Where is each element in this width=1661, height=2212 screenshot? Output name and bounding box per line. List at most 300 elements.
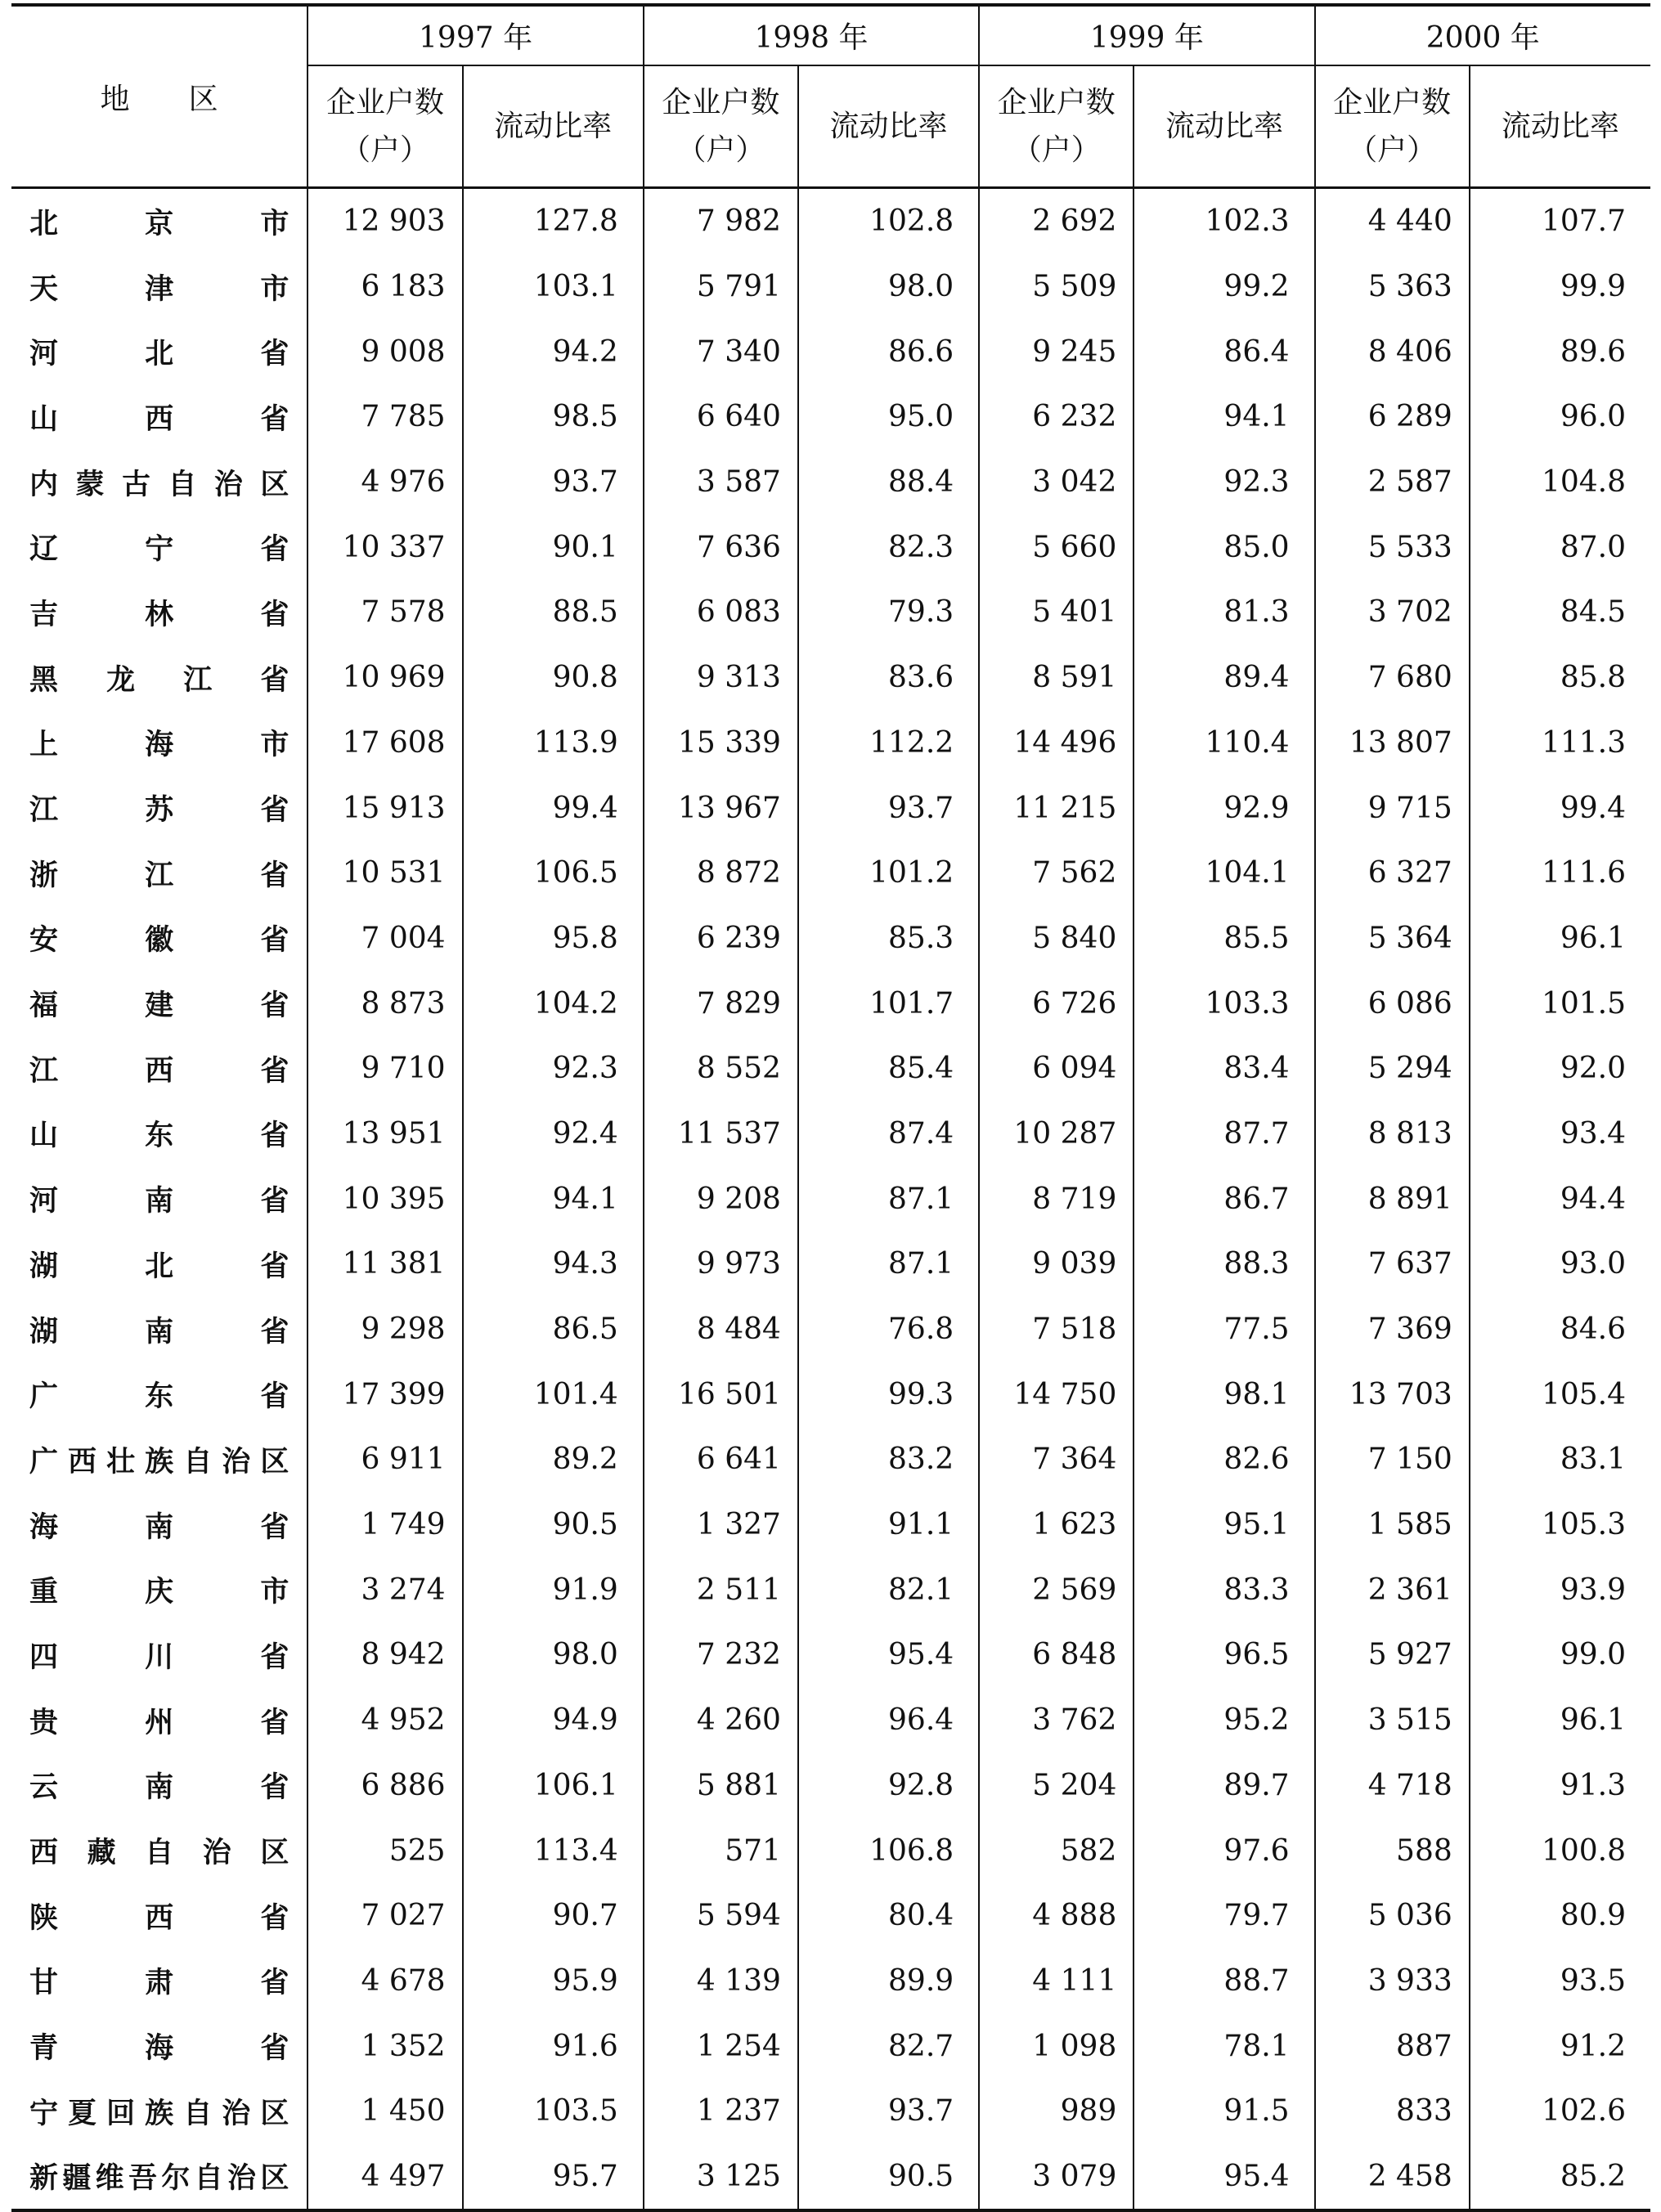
liquidity-ratio-cell: 88.7	[1134, 1949, 1314, 2014]
region-name	[11, 319, 308, 384]
liquidity-ratio-cell: 99.2	[1134, 254, 1314, 320]
liquidity-ratio-cell: 94.4	[1470, 1166, 1650, 1232]
region-label: 吉林省	[29, 598, 290, 631]
region-name	[11, 1688, 308, 1753]
liquidity-ratio-cell: 83.3	[1134, 1557, 1314, 1622]
liquidity-ratio-cell: 91.3	[1470, 1753, 1650, 1819]
region-label: 青海省	[29, 2032, 290, 2066]
table-row	[11, 319, 1650, 384]
liquidity-ratio-cell: 101.7	[798, 971, 979, 1036]
region-label: 西藏自治区	[29, 1837, 290, 1870]
liquidity-ratio-cell: 113.9	[463, 711, 644, 776]
region-label: 河南省	[29, 1185, 290, 1218]
enterprise-count-cell: 5 363	[1315, 254, 1470, 320]
region-label: 浙江省	[29, 859, 290, 892]
liquidity-ratio-cell: 101.2	[798, 841, 979, 906]
region-label: 甘肃省	[29, 1967, 290, 2000]
liquidity-ratio-cell: 78.1	[1134, 2013, 1314, 2079]
enterprise-count-cell: 7 150	[1315, 1427, 1470, 1492]
liquidity-ratio-cell: 86.7	[1134, 1166, 1314, 1232]
table-row	[11, 1427, 1650, 1492]
enterprise-count-cell: 5 533	[1315, 514, 1470, 580]
enterprise-count-cell: 5 509	[979, 254, 1134, 320]
enterprise-count-cell: 1 098	[979, 2013, 1134, 2079]
enterprise-count-cell: 13 807	[1315, 711, 1470, 776]
liquidity-ratio-cell: 86.4	[1134, 319, 1314, 384]
region-name	[11, 1427, 308, 1492]
liquidity-ratio-cell: 93.0	[1470, 1232, 1650, 1297]
liquidity-ratio-cell: 102.6	[1470, 2079, 1650, 2144]
liquidity-ratio-cell: 94.1	[463, 1166, 644, 1232]
liquidity-ratio-cell: 98.0	[798, 254, 979, 320]
liquidity-ratio-cell: 77.5	[1134, 1297, 1314, 1362]
liquidity-ratio-cell: 112.2	[798, 711, 979, 776]
region-label: 福建省	[29, 989, 290, 1023]
enterprise-count-cell: 4 952	[308, 1688, 462, 1753]
table-row	[11, 1232, 1650, 1297]
enterprise-count-cell: 9 208	[644, 1166, 798, 1232]
liquidity-ratio-cell: 104.8	[1470, 450, 1650, 515]
liquidity-ratio-cell: 88.3	[1134, 1232, 1314, 1297]
liquidity-ratio-cell: 99.0	[1470, 1622, 1650, 1688]
enterprise-count-cell: 1 254	[644, 2013, 798, 2079]
enterprise-count-cell: 5 791	[644, 254, 798, 320]
liquidity-ratio-cell: 93.7	[798, 2079, 979, 2144]
enterprise-count-cell: 5 294	[1315, 1036, 1470, 1102]
region-name	[11, 841, 308, 906]
enterprise-count-cell: 3 762	[979, 1688, 1134, 1753]
enterprise-count-cell: 7 340	[644, 319, 798, 384]
liquidity-ratio-cell: 93.7	[798, 775, 979, 841]
enterprise-count-cell: 8 719	[979, 1166, 1134, 1232]
enterprise-count-cell: 8 484	[644, 1297, 798, 1362]
enterprise-count-cell: 11 381	[308, 1232, 462, 1297]
liquidity-ratio-cell: 93.7	[463, 450, 644, 515]
enterprise-count-cell: 9 039	[979, 1232, 1134, 1297]
enterprise-count-cell: 10 395	[308, 1166, 462, 1232]
liquidity-ratio-cell: 76.8	[798, 1297, 979, 1362]
liquidity-ratio-cell: 97.6	[1134, 1818, 1314, 1883]
region-label: 上海市	[29, 729, 290, 762]
ratio-header: 流动比率	[1134, 65, 1314, 188]
region-name	[11, 1102, 308, 1167]
liquidity-ratio-cell: 92.3	[463, 1036, 644, 1102]
liquidity-ratio-cell: 88.4	[798, 450, 979, 515]
region-name	[11, 971, 308, 1036]
enterprise-count-cell: 3 933	[1315, 1949, 1470, 2014]
region-label: 江西省	[29, 1054, 290, 1088]
enterprise-count-cell: 833	[1315, 2079, 1470, 2144]
region-label: 辽宁省	[29, 533, 290, 567]
liquidity-ratio-cell: 84.5	[1470, 580, 1650, 645]
enterprise-count-cell: 6 232	[979, 384, 1134, 450]
enterprise-count-cell: 9 313	[644, 645, 798, 711]
table-row	[11, 906, 1650, 971]
liquidity-ratio-cell: 84.6	[1470, 1297, 1650, 1362]
region-name	[11, 1557, 308, 1622]
region-name	[11, 1949, 308, 2014]
liquidity-ratio-cell: 89.7	[1134, 1753, 1314, 1819]
enterprise-count-cell: 1 749	[308, 1492, 462, 1558]
liquidity-ratio-cell: 95.4	[798, 1622, 979, 1688]
region-name	[11, 1297, 308, 1362]
enterprise-count-cell: 3 702	[1315, 580, 1470, 645]
liquidity-ratio-cell: 96.1	[1470, 1688, 1650, 1753]
year-header-1999: 1999 年	[979, 5, 1314, 65]
liquidity-ratio-cell: 86.5	[463, 1297, 644, 1362]
enterprise-count-cell: 2 692	[979, 188, 1134, 254]
region-label: 安徽省	[29, 924, 290, 958]
liquidity-ratio-cell: 105.4	[1470, 1362, 1650, 1427]
enterprise-count-cell: 2 569	[979, 1557, 1134, 1622]
enterprise-count-cell: 14 496	[979, 711, 1134, 776]
enterprise-count-cell: 1 623	[979, 1492, 1134, 1558]
enterprise-count-cell: 17 608	[308, 711, 462, 776]
liquidity-ratio-cell: 85.8	[1470, 645, 1650, 711]
enterprise-count-cell: 6 239	[644, 906, 798, 971]
liquidity-ratio-cell: 99.3	[798, 1362, 979, 1427]
enterprise-count-cell: 2 587	[1315, 450, 1470, 515]
liquidity-ratio-cell: 91.1	[798, 1492, 979, 1558]
enterprise-count-cell: 7 680	[1315, 645, 1470, 711]
enterprise-count-cell: 5 364	[1315, 906, 1470, 971]
liquidity-ratio-cell: 90.5	[798, 2144, 979, 2211]
region-label: 江苏省	[29, 794, 290, 828]
region-label: 湖南省	[29, 1315, 290, 1348]
region-label: 广西壮族自治区	[29, 1445, 290, 1478]
enterprise-count-cell: 7 982	[644, 188, 798, 254]
enterprise-count-cell: 989	[979, 2079, 1134, 2144]
enterprise-count-cell: 9 715	[1315, 775, 1470, 841]
liquidity-ratio-cell: 91.9	[463, 1557, 644, 1622]
region-name	[11, 2144, 308, 2211]
enterprise-count-cell: 571	[644, 1818, 798, 1883]
enterprise-count-cell: 7 369	[1315, 1297, 1470, 1362]
enterprises-header: 企业户数 （户）	[308, 65, 462, 188]
region-label: 海南省	[29, 1510, 290, 1544]
enterprises-header: 企业户数 （户）	[1315, 65, 1470, 188]
enterprise-count-cell: 7 004	[308, 906, 462, 971]
liquidity-ratio-cell: 85.0	[1134, 514, 1314, 580]
liquidity-ratio-cell: 106.1	[463, 1753, 644, 1819]
liquidity-ratio-cell: 95.9	[463, 1949, 644, 2014]
liquidity-ratio-cell: 89.4	[1134, 645, 1314, 711]
enterprise-count-cell: 10 969	[308, 645, 462, 711]
enterprise-count-cell: 8 942	[308, 1622, 462, 1688]
year-header-1997: 1997 年	[308, 5, 643, 65]
enterprise-count-cell: 5 660	[979, 514, 1134, 580]
region-name	[11, 1818, 308, 1883]
region-name	[11, 2079, 308, 2144]
liquidity-ratio-cell: 94.1	[1134, 384, 1314, 450]
liquidity-ratio-cell: 94.3	[463, 1232, 644, 1297]
liquidity-ratio-cell: 80.4	[798, 1883, 979, 1949]
enterprise-count-cell: 6 848	[979, 1622, 1134, 1688]
enterprise-count-cell: 1 327	[644, 1492, 798, 1558]
liquidity-ratio-cell: 95.8	[463, 906, 644, 971]
enterprise-count-cell: 6 641	[644, 1427, 798, 1492]
enterprise-count-cell: 525	[308, 1818, 462, 1883]
liquidity-ratio-cell: 103.1	[463, 254, 644, 320]
enterprise-count-cell: 5 881	[644, 1753, 798, 1819]
liquidity-ratio-cell: 94.9	[463, 1688, 644, 1753]
region-label: 云南省	[29, 1771, 290, 1805]
liquidity-ratio-cell: 104.2	[463, 971, 644, 1036]
enterprise-count-cell: 2 458	[1315, 2144, 1470, 2211]
liquidity-ratio-cell: 101.4	[463, 1362, 644, 1427]
enterprise-count-cell: 6 289	[1315, 384, 1470, 450]
region-label: 天津市	[29, 272, 290, 306]
enterprise-count-cell: 6 183	[308, 254, 462, 320]
liquidity-ratio-cell: 88.5	[463, 580, 644, 645]
region-name	[11, 1753, 308, 1819]
liquidity-ratio-cell: 98.1	[1134, 1362, 1314, 1427]
liquidity-ratio-cell: 83.6	[798, 645, 979, 711]
liquidity-ratio-cell: 83.4	[1134, 1036, 1314, 1102]
ratio-header: 流动比率	[463, 65, 644, 188]
enterprise-count-cell: 12 903	[308, 188, 462, 254]
region-name	[11, 1036, 308, 1102]
liquidity-ratio-cell: 100.8	[1470, 1818, 1650, 1883]
liquidity-ratio-cell: 83.2	[798, 1427, 979, 1492]
liquidity-ratio-cell: 92.9	[1134, 775, 1314, 841]
liquidity-ratio-cell: 87.4	[798, 1102, 979, 1167]
enterprise-count-cell: 4 497	[308, 2144, 462, 2211]
liquidity-ratio-cell: 102.8	[798, 188, 979, 254]
table-row	[11, 2144, 1650, 2211]
liquidity-ratio-cell: 107.7	[1470, 188, 1650, 254]
liquidity-ratio-cell: 106.8	[798, 1818, 979, 1883]
liquidity-ratio-cell: 92.0	[1470, 1036, 1650, 1102]
liquidity-ratio-cell: 111.6	[1470, 841, 1650, 906]
table-row	[11, 1297, 1650, 1362]
table-row	[11, 1753, 1650, 1819]
liquidity-ratio-cell: 96.4	[798, 1688, 979, 1753]
table-row	[11, 188, 1650, 254]
enterprise-count-cell: 8 872	[644, 841, 798, 906]
region-name	[11, 1883, 308, 1949]
enterprise-count-cell: 13 951	[308, 1102, 462, 1167]
enterprise-count-cell: 588	[1315, 1818, 1470, 1883]
liquidity-ratio-cell: 95.4	[1134, 2144, 1314, 2211]
enterprise-count-cell: 6 086	[1315, 971, 1470, 1036]
region-name	[11, 906, 308, 971]
enterprise-count-cell: 1 585	[1315, 1492, 1470, 1558]
enterprise-count-cell: 9 973	[644, 1232, 798, 1297]
liquidity-ratio-cell: 86.6	[798, 319, 979, 384]
enterprise-count-cell: 15 339	[644, 711, 798, 776]
table-row	[11, 1949, 1650, 2014]
liquidity-ratio-cell: 96.5	[1134, 1622, 1314, 1688]
table-row	[11, 384, 1650, 450]
enterprise-count-cell: 8 591	[979, 645, 1134, 711]
liquidity-ratio-cell: 87.1	[798, 1166, 979, 1232]
region-name	[11, 580, 308, 645]
enterprise-count-cell: 8 873	[308, 971, 462, 1036]
liquidity-ratio-cell: 89.9	[798, 1949, 979, 2014]
liquidity-ratio-cell: 106.5	[463, 841, 644, 906]
enterprise-count-cell: 8 552	[644, 1036, 798, 1102]
liquidity-ratio-cell: 102.3	[1134, 188, 1314, 254]
region-name	[11, 450, 308, 515]
liquidity-ratio-cell: 113.4	[463, 1818, 644, 1883]
liquidity-ratio-cell: 104.1	[1134, 841, 1314, 906]
liquidity-ratio-cell: 91.5	[1134, 2079, 1314, 2144]
region-name	[11, 645, 308, 711]
liquidity-ratio-cell: 95.1	[1134, 1492, 1314, 1558]
region-name	[11, 1492, 308, 1558]
liquidity-ratio-cell: 98.5	[463, 384, 644, 450]
enterprise-count-cell: 17 399	[308, 1362, 462, 1427]
table-row	[11, 1362, 1650, 1427]
enterprise-count-cell: 1 352	[308, 2013, 462, 2079]
region-name	[11, 1622, 308, 1688]
enterprise-count-cell: 7 364	[979, 1427, 1134, 1492]
liquidity-ratio-cell: 93.9	[1470, 1557, 1650, 1622]
liquidity-ratio-cell: 95.7	[463, 2144, 644, 2211]
liquidity-ratio-cell: 91.2	[1470, 2013, 1650, 2079]
liquidity-ratio-cell: 90.5	[463, 1492, 644, 1558]
enterprise-count-cell: 11 537	[644, 1102, 798, 1167]
enterprise-count-cell: 8 891	[1315, 1166, 1470, 1232]
enterprise-count-cell: 6 640	[644, 384, 798, 450]
liquidity-ratio-cell: 101.5	[1470, 971, 1650, 1036]
enterprise-count-cell: 7 578	[308, 580, 462, 645]
liquidity-ratio-cell: 111.3	[1470, 711, 1650, 776]
enterprise-count-cell: 6 886	[308, 1753, 462, 1819]
liquidity-ratio-cell: 80.9	[1470, 1883, 1650, 1949]
region-label: 四川省	[29, 1640, 290, 1674]
year-header-2000: 2000 年	[1315, 5, 1650, 65]
liquidity-ratio-cell: 127.8	[463, 188, 644, 254]
ratio-header: 流动比率	[798, 65, 979, 188]
liquidity-ratio-cell: 99.4	[463, 775, 644, 841]
enterprise-count-cell: 1 237	[644, 2079, 798, 2144]
enterprise-count-cell: 3 515	[1315, 1688, 1470, 1753]
table-row	[11, 645, 1650, 711]
liquidity-ratio-cell: 85.4	[798, 1036, 979, 1102]
region-label: 新疆维吾尔自治区	[29, 2162, 290, 2196]
liquidity-ratio-cell: 92.3	[1134, 450, 1314, 515]
enterprise-count-cell: 13 967	[644, 775, 798, 841]
liquidity-ratio-cell: 94.2	[463, 319, 644, 384]
region-name	[11, 775, 308, 841]
liquidity-ratio-cell: 98.0	[463, 1622, 644, 1688]
region-name	[11, 384, 308, 450]
region-name	[11, 514, 308, 580]
table-row	[11, 841, 1650, 906]
table-row	[11, 2013, 1650, 2079]
liquidity-ratio-cell: 90.1	[463, 514, 644, 580]
enterprise-count-cell: 3 079	[979, 2144, 1134, 2211]
enterprise-count-cell: 5 204	[979, 1753, 1134, 1819]
region-name	[11, 711, 308, 776]
enterprise-count-cell: 8 406	[1315, 319, 1470, 384]
liquidity-ratio-cell: 105.3	[1470, 1492, 1650, 1558]
liquidity-ratio-cell: 87.7	[1134, 1102, 1314, 1167]
enterprise-count-cell: 7 562	[979, 841, 1134, 906]
liquidity-ratio-cell: 90.8	[463, 645, 644, 711]
enterprise-count-cell: 6 094	[979, 1036, 1134, 1102]
enterprise-count-cell: 15 913	[308, 775, 462, 841]
table-row	[11, 1622, 1650, 1688]
enterprise-count-cell: 7 829	[644, 971, 798, 1036]
table-row	[11, 2079, 1650, 2144]
liquidity-ratio-cell: 96.0	[1470, 384, 1650, 450]
enterprise-count-cell: 14 750	[979, 1362, 1134, 1427]
region-label: 黑龙江省	[29, 663, 290, 697]
enterprise-count-cell: 8 813	[1315, 1102, 1470, 1167]
region-label: 山东省	[29, 1119, 290, 1153]
enterprise-count-cell: 887	[1315, 2013, 1470, 2079]
region-label: 内蒙古自治区	[29, 468, 290, 501]
liquidity-ratio-cell: 82.6	[1134, 1427, 1314, 1492]
region-column-header: 地 区	[11, 5, 308, 188]
region-label: 陕西省	[29, 1901, 290, 1935]
table-row	[11, 1883, 1650, 1949]
region-name	[11, 2013, 308, 2079]
liquidity-ratio-cell: 93.5	[1470, 1949, 1650, 2014]
enterprise-count-cell: 6 327	[1315, 841, 1470, 906]
enterprise-liquidity-table	[11, 3, 1650, 2212]
region-label: 山西省	[29, 402, 290, 436]
liquidity-ratio-cell: 96.1	[1470, 906, 1650, 971]
table-row	[11, 971, 1650, 1036]
region-name	[11, 1362, 308, 1427]
table-row	[11, 1557, 1650, 1622]
liquidity-ratio-cell: 89.6	[1470, 319, 1650, 384]
liquidity-ratio-cell: 83.1	[1470, 1427, 1650, 1492]
liquidity-ratio-cell: 99.4	[1470, 775, 1650, 841]
enterprise-count-cell: 5 036	[1315, 1883, 1470, 1949]
liquidity-ratio-cell: 92.4	[463, 1102, 644, 1167]
enterprise-count-cell: 7 232	[644, 1622, 798, 1688]
region-name	[11, 1232, 308, 1297]
table-row	[11, 711, 1650, 776]
enterprise-count-cell: 9 008	[308, 319, 462, 384]
table-row	[11, 1492, 1650, 1558]
table-row	[11, 1688, 1650, 1753]
enterprise-count-cell: 582	[979, 1818, 1134, 1883]
enterprise-count-cell: 7 637	[1315, 1232, 1470, 1297]
enterprise-count-cell: 4 440	[1315, 188, 1470, 254]
liquidity-ratio-cell: 103.5	[463, 2079, 644, 2144]
liquidity-ratio-cell: 91.6	[463, 2013, 644, 2079]
liquidity-ratio-cell: 92.8	[798, 1753, 979, 1819]
liquidity-ratio-cell: 85.3	[798, 906, 979, 971]
enterprise-count-cell: 4 260	[644, 1688, 798, 1753]
region-name	[11, 188, 308, 254]
enterprise-count-cell: 10 337	[308, 514, 462, 580]
enterprises-header: 企业户数 （户）	[979, 65, 1134, 188]
liquidity-ratio-cell: 81.3	[1134, 580, 1314, 645]
table-row	[11, 1166, 1650, 1232]
liquidity-ratio-cell: 79.7	[1134, 1883, 1314, 1949]
liquidity-ratio-cell: 89.2	[463, 1427, 644, 1492]
liquidity-ratio-cell: 87.1	[798, 1232, 979, 1297]
table-row	[11, 1818, 1650, 1883]
enterprise-count-cell: 7 518	[979, 1297, 1134, 1362]
data-table-document	[11, 3, 1650, 2212]
enterprise-count-cell: 7 027	[308, 1883, 462, 1949]
table-row	[11, 1102, 1650, 1167]
region-label: 河北省	[29, 338, 290, 371]
liquidity-ratio-cell: 85.2	[1470, 2144, 1650, 2211]
enterprise-count-cell: 4 139	[644, 1949, 798, 2014]
liquidity-ratio-cell: 82.7	[798, 2013, 979, 2079]
liquidity-ratio-cell: 110.4	[1134, 711, 1314, 776]
enterprise-count-cell: 16 501	[644, 1362, 798, 1427]
